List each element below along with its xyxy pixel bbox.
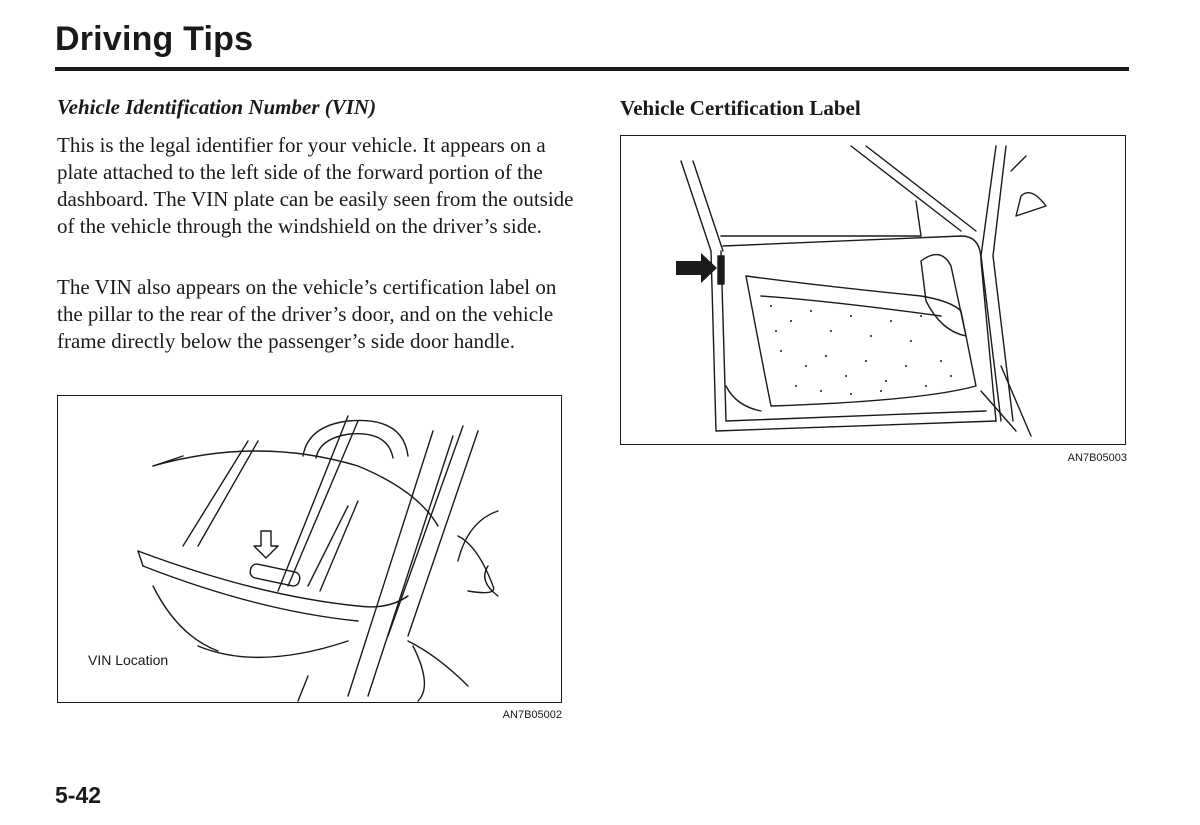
vin-location-figure xyxy=(57,395,562,703)
vin-heading: Vehicle Identification Number (VIN) xyxy=(57,95,377,119)
vin-figure-caption: VIN Location xyxy=(88,652,169,668)
certification-heading: Vehicle Certification Label xyxy=(620,96,861,120)
vin-paragraph-1: This is the legal identifier for your vehicle. It appears on a plate attached to the left side of the forward portion of the dashboard. The VIN plate can be easily seen from the outside of the vehicle through the windshield on the driver’s side. xyxy=(57,133,574,238)
header-rule xyxy=(55,67,1129,71)
page-section-title: Driving Tips xyxy=(55,20,254,58)
certification-figure-code: AN7B05003 xyxy=(1067,452,1127,464)
vin-figure-code: AN7B05002 xyxy=(502,709,562,721)
page-number: 5-42 xyxy=(55,782,102,808)
certification-label-illustration xyxy=(621,136,1127,446)
vin-paragraph-2: The VIN also appears on the vehicle’s certification label on the pillar to the rear of the driver’s door, and on the vehicle frame directly below the passenger’s side door handle. xyxy=(57,275,557,353)
certification-label-figure xyxy=(620,135,1126,445)
